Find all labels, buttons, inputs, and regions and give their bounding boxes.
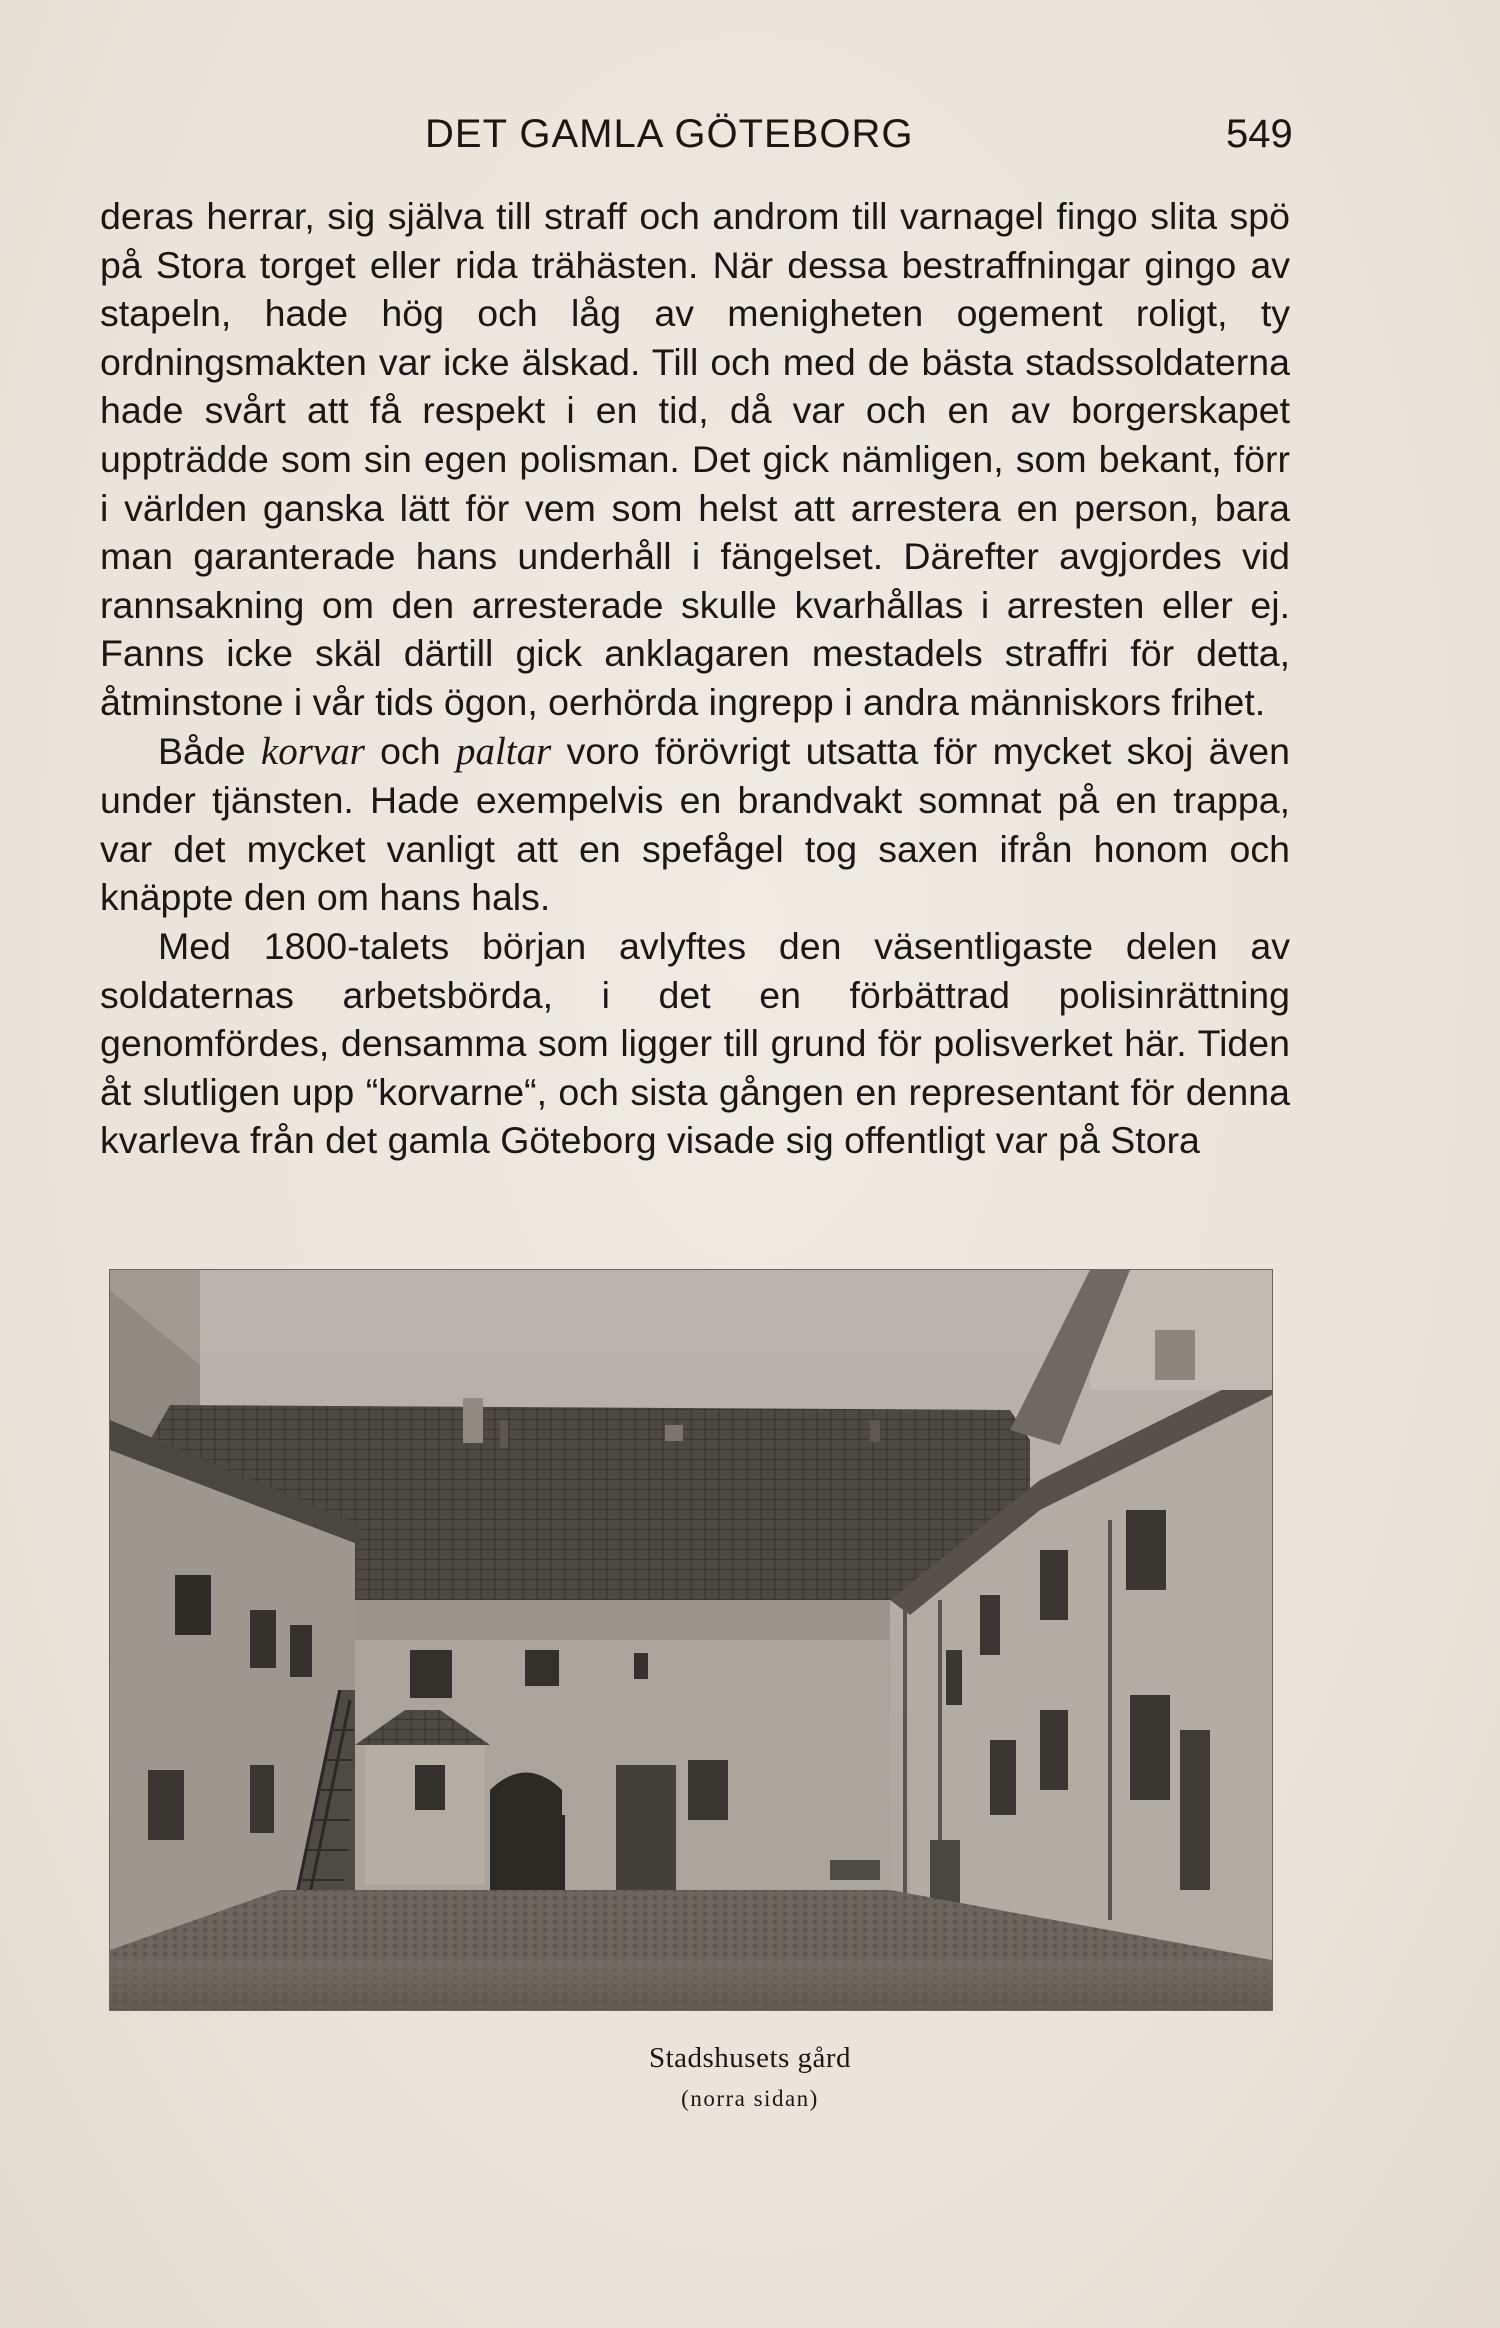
term-paltar: paltar <box>455 729 552 773</box>
term-korvar: korvar <box>260 729 365 773</box>
running-title: DET GAMLA GÖTEBORG <box>425 112 914 156</box>
figure-caption: Stadshusets gård <box>648 2042 852 2074</box>
figure-subcaption: (norra sidan) <box>681 2086 819 2111</box>
courtyard-photograph <box>110 1270 1272 2010</box>
body-text <box>100 192 1290 1165</box>
paragraph-3-text: Med 1800-talets början avlyftes den väsentligaste delen av soldaternas arbetsbörda, i det en förbättrad polisinrättning genomfördes, densamma som ligger till grund för polisverket här. Tiden åt slutligen upp “korvarne“, och sista gången en representant för denna kvarleva från det gamla Göteborg visade sig offentligt var på Stora <box>100 924 1290 1162</box>
paragraph-1-text: deras herrar, sig själva till straff och androm till varnagel fingo slita spö på Stora torget eller rida trähästen. När dessa bestraffningar gingo av stapeln, hade hög och låg av menigheten ogement roligt, ty ordningsmakten var icke älskad. Till och med de bästa stadssoldaterna hade svårt att få respekt i en tid, då var och en av borgerskapet uppträdde som sin egen polisman. Det gick nämligen, som bekant, förr i världen ganska lätt för vem som helst att arrestera en person, bara man garanterade hans underhåll i fängelset. Därefter avgjordes vid rannsakning om den arresterade skulle kvarhållas i arresten eller ej. Fanns icke skäl därtill gick anklagaren mestadels straffri för detta, åtminstone i vår tids ögon, oerhörda ingrepp i andra människors frihet. <box>100 195 1290 723</box>
paragraph-2-text-b: och <box>364 729 456 772</box>
paragraph-3 <box>100 922 1290 1165</box>
paragraph-2 <box>100 727 1290 922</box>
page-number: 549 <box>1226 112 1293 156</box>
running-head <box>0 112 1500 162</box>
paragraph-1 <box>100 192 1290 727</box>
paragraph-2-text-a: Både <box>158 729 261 772</box>
paragraph-2-text-c: voro förövrigt utsatta för mycket skoj även under tjänsten. Hade exempelvis en brandvakt somnat på en trappa, var det mycket vanligt att en spefågel tog saxen ifrån honom och knäppte den om hans hals. <box>100 729 1290 919</box>
